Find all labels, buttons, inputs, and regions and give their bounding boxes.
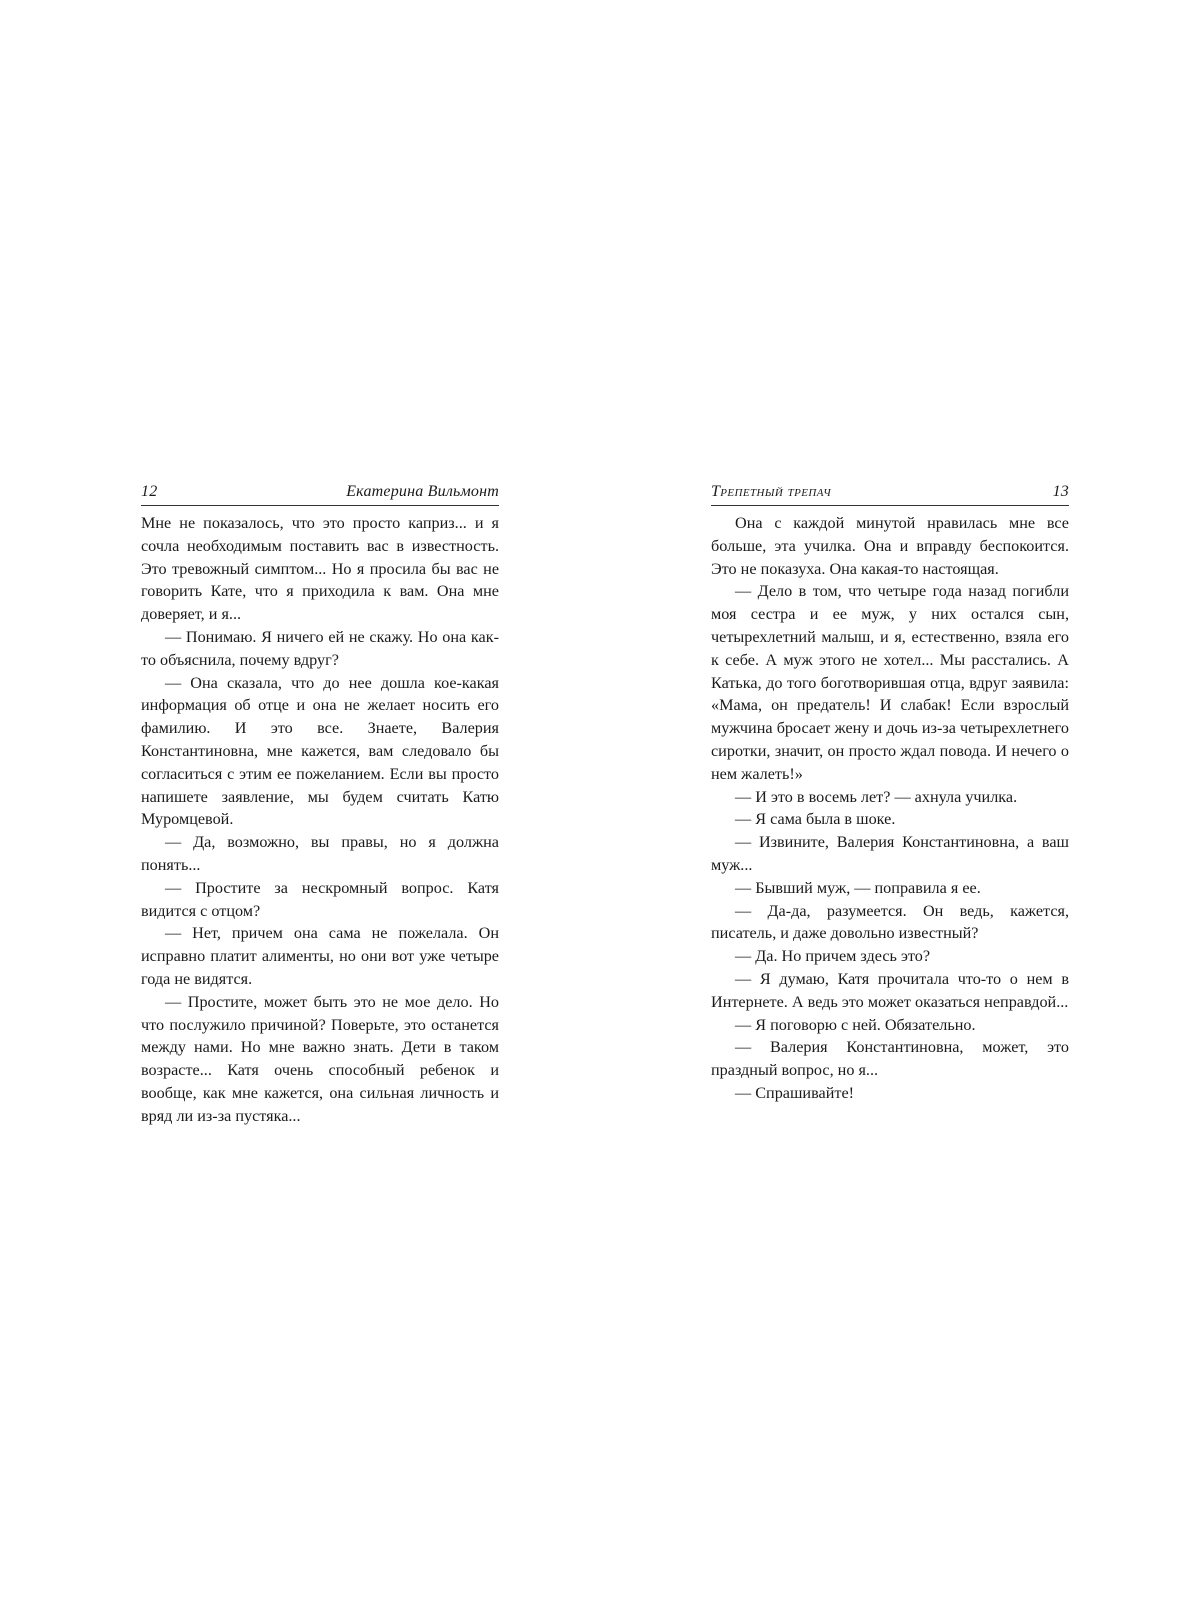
paragraph: — Да. Но причем здесь это? (735, 947, 931, 966)
paragraph: — Я сама была в шоке. (735, 810, 896, 829)
paragraph: — Я поговорю с ней. Обязательно. (735, 1015, 976, 1034)
book-title: Трепетный трепач (711, 483, 832, 500)
body-text (141, 512, 499, 1128)
paragraph: Мне не показалось, что это просто каприз... и я сочла необходимым поставить вас в известность. Это тревожный симптом... Но я просила бы вас не говорить Кате, что я приходила к вам. Она мне доверяет, и я... (141, 514, 499, 624)
paragraph: Она с каждой минутой нравилась мне все больше, эта училка. Она и вправду беспокоится. Это не показуха. Она какая-то настоящая. (711, 514, 1069, 578)
paragraph: — Валерия Константиновна, может, это праздный вопрос, но я... (711, 1038, 1069, 1080)
paragraph: — Она сказала, что до нее дошла кое-какая информация об отце и она не желает носить его фамилию. И это все. Знаете, Валерия Константиновна, мне кажется, вам следовало бы согласиться с этим ее пожеланием. Если вы просто напишете заявление, мы будем считать Катю Муромцевой. (141, 673, 499, 829)
paragraph: — Дело в том, что четыре года назад погибли моя сестра и ее муж, у них остался сын, четырехлетний малыш, и я, естественно, взяла его к себе. А муж этого не хотел... Мы расстались. А Катька, до того боготворившая отца, вдруг заявила: «Мама, он предатель! И слабак! Если взрослый мужчина бросает жену и дочь из-за четырехлетнего сиротки, значит, он просто ждал повода. И нечего о нем жалеть!» (711, 582, 1069, 783)
paragraph: — Простите, может быть это не мое дело. Но что послужило причиной? Поверьте, это останется между нами. Но мне важно знать. Дети в таком возрасте... Катя очень способный ребенок и вообще, как мне кажется, она сильная личность и вряд ли из-за пустяка... (141, 992, 499, 1125)
page-number: 13 (1052, 483, 1069, 500)
paragraph: — Я думаю, Катя прочитала что-то о нем в Интернете. А ведь это может оказаться неправдой... (711, 969, 1069, 1011)
running-head (141, 482, 499, 506)
right-page (711, 482, 1069, 1105)
page-number: 12 (141, 483, 158, 500)
left-page (141, 482, 499, 1128)
paragraph: — Простите за нескромный вопрос. Катя видится с отцом? (141, 878, 499, 920)
body-text (711, 512, 1069, 1105)
paragraph: — Да-да, разумеется. Он ведь, кажется, писатель, и даже довольно известный? (711, 901, 1069, 943)
paragraph: — Нет, причем она сама не пожелала. Он исправно платит алименты, но они вот уже четыре года не видятся. (141, 924, 499, 988)
paragraph: — Спрашивайте! (735, 1083, 855, 1102)
author-name: Екатерина Вильмонт (346, 483, 499, 500)
running-head (711, 482, 1069, 506)
paragraph: — И это в восемь лет? — ахнула училка. (735, 787, 1018, 806)
paragraph: — Понимаю. Я ничего ей не скажу. Но она как-то объяснила, почему вдруг? (141, 627, 499, 669)
paragraph: — Извините, Валерия Константиновна, а ваш муж... (711, 833, 1069, 874)
paragraph: — Бывший муж, — поправила я ее. (735, 878, 981, 897)
paragraph: — Да, возможно, вы правы, но я должна понять... (141, 833, 499, 874)
